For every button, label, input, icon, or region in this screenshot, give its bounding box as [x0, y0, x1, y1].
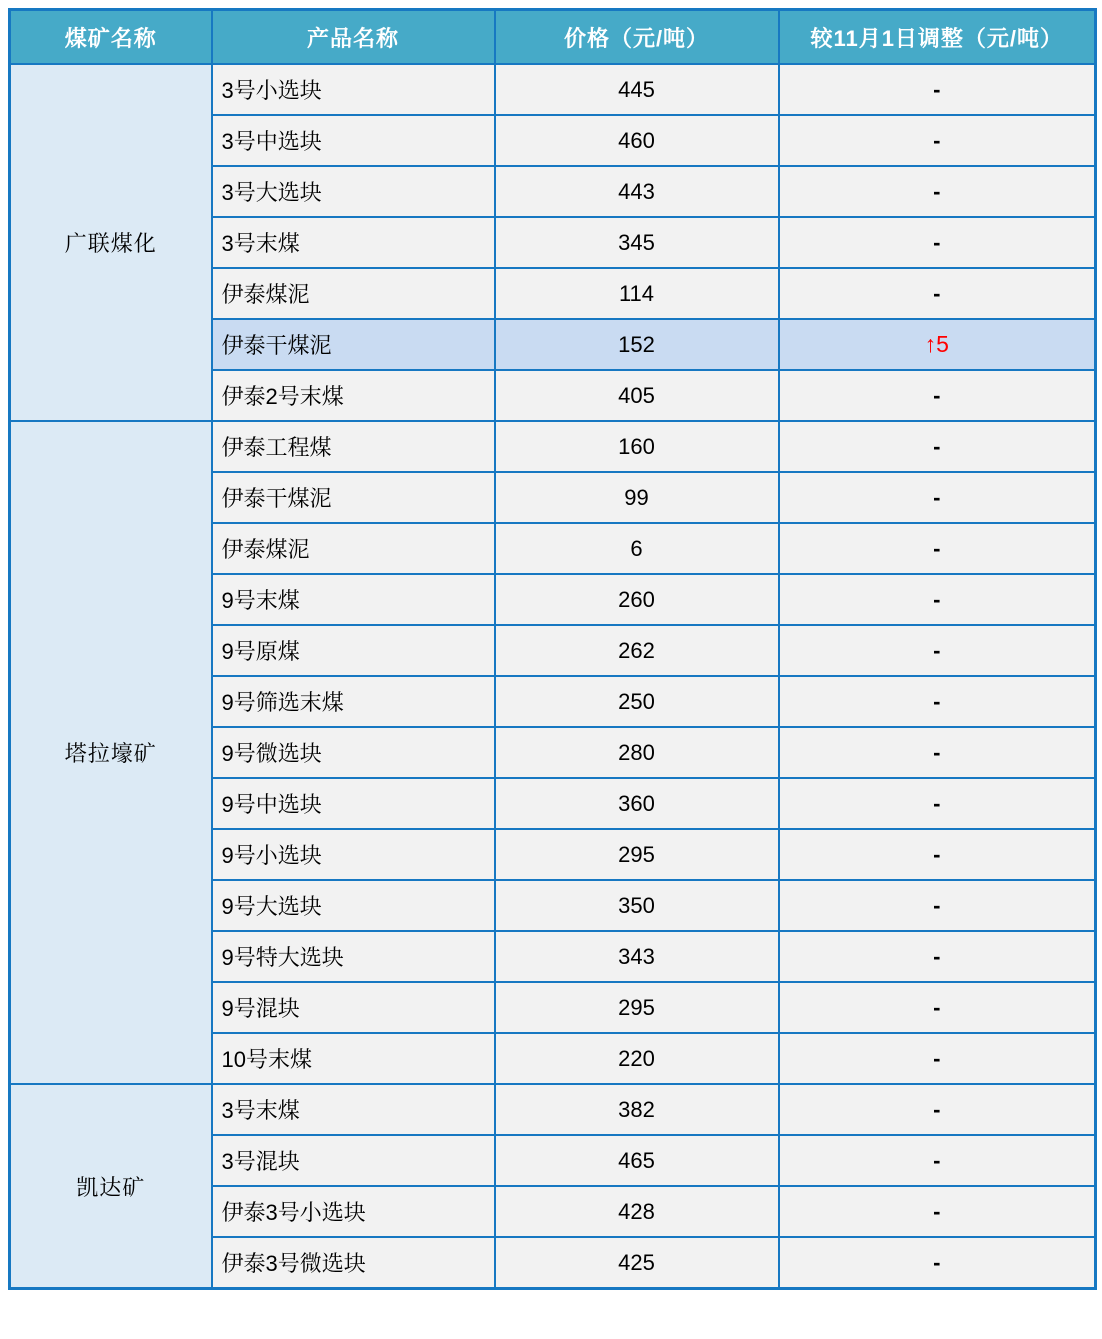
price-cell: 443: [495, 166, 779, 217]
adjustment-cell: -: [779, 370, 1096, 421]
product-name-cell: 伊泰3号小选块: [212, 1186, 495, 1237]
coal-price-table: [8, 8, 1097, 1290]
price-cell: 295: [495, 982, 779, 1033]
mine-name-cell: 凯达矿: [10, 1084, 212, 1289]
adjustment-cell: -: [779, 1084, 1096, 1135]
price-cell: 460: [495, 115, 779, 166]
product-name-cell: 3号末煤: [212, 1084, 495, 1135]
adjustment-cell: -: [779, 1033, 1096, 1084]
price-cell: 280: [495, 727, 779, 778]
price-cell: 220: [495, 1033, 779, 1084]
adjustment-cell: -: [779, 727, 1096, 778]
price-cell: 152: [495, 319, 779, 370]
product-name-cell: 3号小选块: [212, 64, 495, 115]
product-name-cell: 伊泰工程煤: [212, 421, 495, 472]
table-row: [10, 1084, 1096, 1135]
adjustment-cell: -: [779, 166, 1096, 217]
product-name-cell: 伊泰干煤泥: [212, 319, 495, 370]
adjustment-cell: -: [779, 676, 1096, 727]
product-name-cell: 9号中选块: [212, 778, 495, 829]
price-cell: 260: [495, 574, 779, 625]
price-cell: 345: [495, 217, 779, 268]
price-cell: 445: [495, 64, 779, 115]
column-header-mine-name: 煤矿名称: [10, 10, 212, 65]
product-name-cell: 3号中选块: [212, 115, 495, 166]
price-cell: 250: [495, 676, 779, 727]
adjustment-cell: -: [779, 523, 1096, 574]
price-cell: 405: [495, 370, 779, 421]
price-cell: 114: [495, 268, 779, 319]
adjustment-cell: -: [779, 1186, 1096, 1237]
mine-name-cell: 广联煤化: [10, 64, 212, 421]
price-cell: 350: [495, 880, 779, 931]
adjustment-cell: -: [779, 64, 1096, 115]
adjustment-cell: -: [779, 1135, 1096, 1186]
product-name-cell: 9号特大选块: [212, 931, 495, 982]
price-cell: 6: [495, 523, 779, 574]
product-name-cell: 9号大选块: [212, 880, 495, 931]
adjustment-cell: -: [779, 931, 1096, 982]
product-name-cell: 9号小选块: [212, 829, 495, 880]
adjustment-cell: -: [779, 625, 1096, 676]
product-name-cell: 9号微选块: [212, 727, 495, 778]
column-header-product-name: 产品名称: [212, 10, 495, 65]
product-name-cell: 伊泰煤泥: [212, 523, 495, 574]
adjustment-cell: -: [779, 778, 1096, 829]
price-cell: 295: [495, 829, 779, 880]
adjustment-cell: -: [779, 829, 1096, 880]
product-name-cell: 伊泰煤泥: [212, 268, 495, 319]
mine-name-cell: 塔拉壕矿: [10, 421, 212, 1084]
price-cell: 425: [495, 1237, 779, 1289]
product-name-cell: 9号原煤: [212, 625, 495, 676]
adjustment-cell: -: [779, 574, 1096, 625]
product-name-cell: 9号筛选末煤: [212, 676, 495, 727]
product-name-cell: 伊泰3号微选块: [212, 1237, 495, 1289]
table-row: [10, 64, 1096, 115]
product-name-cell: 10号末煤: [212, 1033, 495, 1084]
column-header-price: 价格（元/吨）: [495, 10, 779, 65]
adjustment-cell: -: [779, 115, 1096, 166]
price-cell: 262: [495, 625, 779, 676]
adjustment-cell: -: [779, 472, 1096, 523]
price-cell: 382: [495, 1084, 779, 1135]
adjustment-up-cell: ↑5: [779, 319, 1096, 370]
product-name-cell: 伊泰2号末煤: [212, 370, 495, 421]
price-cell: 428: [495, 1186, 779, 1237]
product-name-cell: 9号末煤: [212, 574, 495, 625]
product-name-cell: 3号末煤: [212, 217, 495, 268]
adjustment-cell: -: [779, 1237, 1096, 1289]
product-name-cell: 3号混块: [212, 1135, 495, 1186]
adjustment-cell: -: [779, 880, 1096, 931]
table-header-row: [10, 10, 1096, 65]
product-name-cell: 3号大选块: [212, 166, 495, 217]
adjustment-cell: -: [779, 982, 1096, 1033]
table-row: [10, 421, 1096, 472]
adjustment-cell: -: [779, 217, 1096, 268]
product-name-cell: 9号混块: [212, 982, 495, 1033]
price-cell: 99: [495, 472, 779, 523]
price-cell: 465: [495, 1135, 779, 1186]
price-cell: 343: [495, 931, 779, 982]
price-cell: 360: [495, 778, 779, 829]
adjustment-cell: -: [779, 421, 1096, 472]
column-header-adjustment: 较11月1日调整（元/吨）: [779, 10, 1096, 65]
product-name-cell: 伊泰干煤泥: [212, 472, 495, 523]
adjustment-cell: -: [779, 268, 1096, 319]
price-cell: 160: [495, 421, 779, 472]
